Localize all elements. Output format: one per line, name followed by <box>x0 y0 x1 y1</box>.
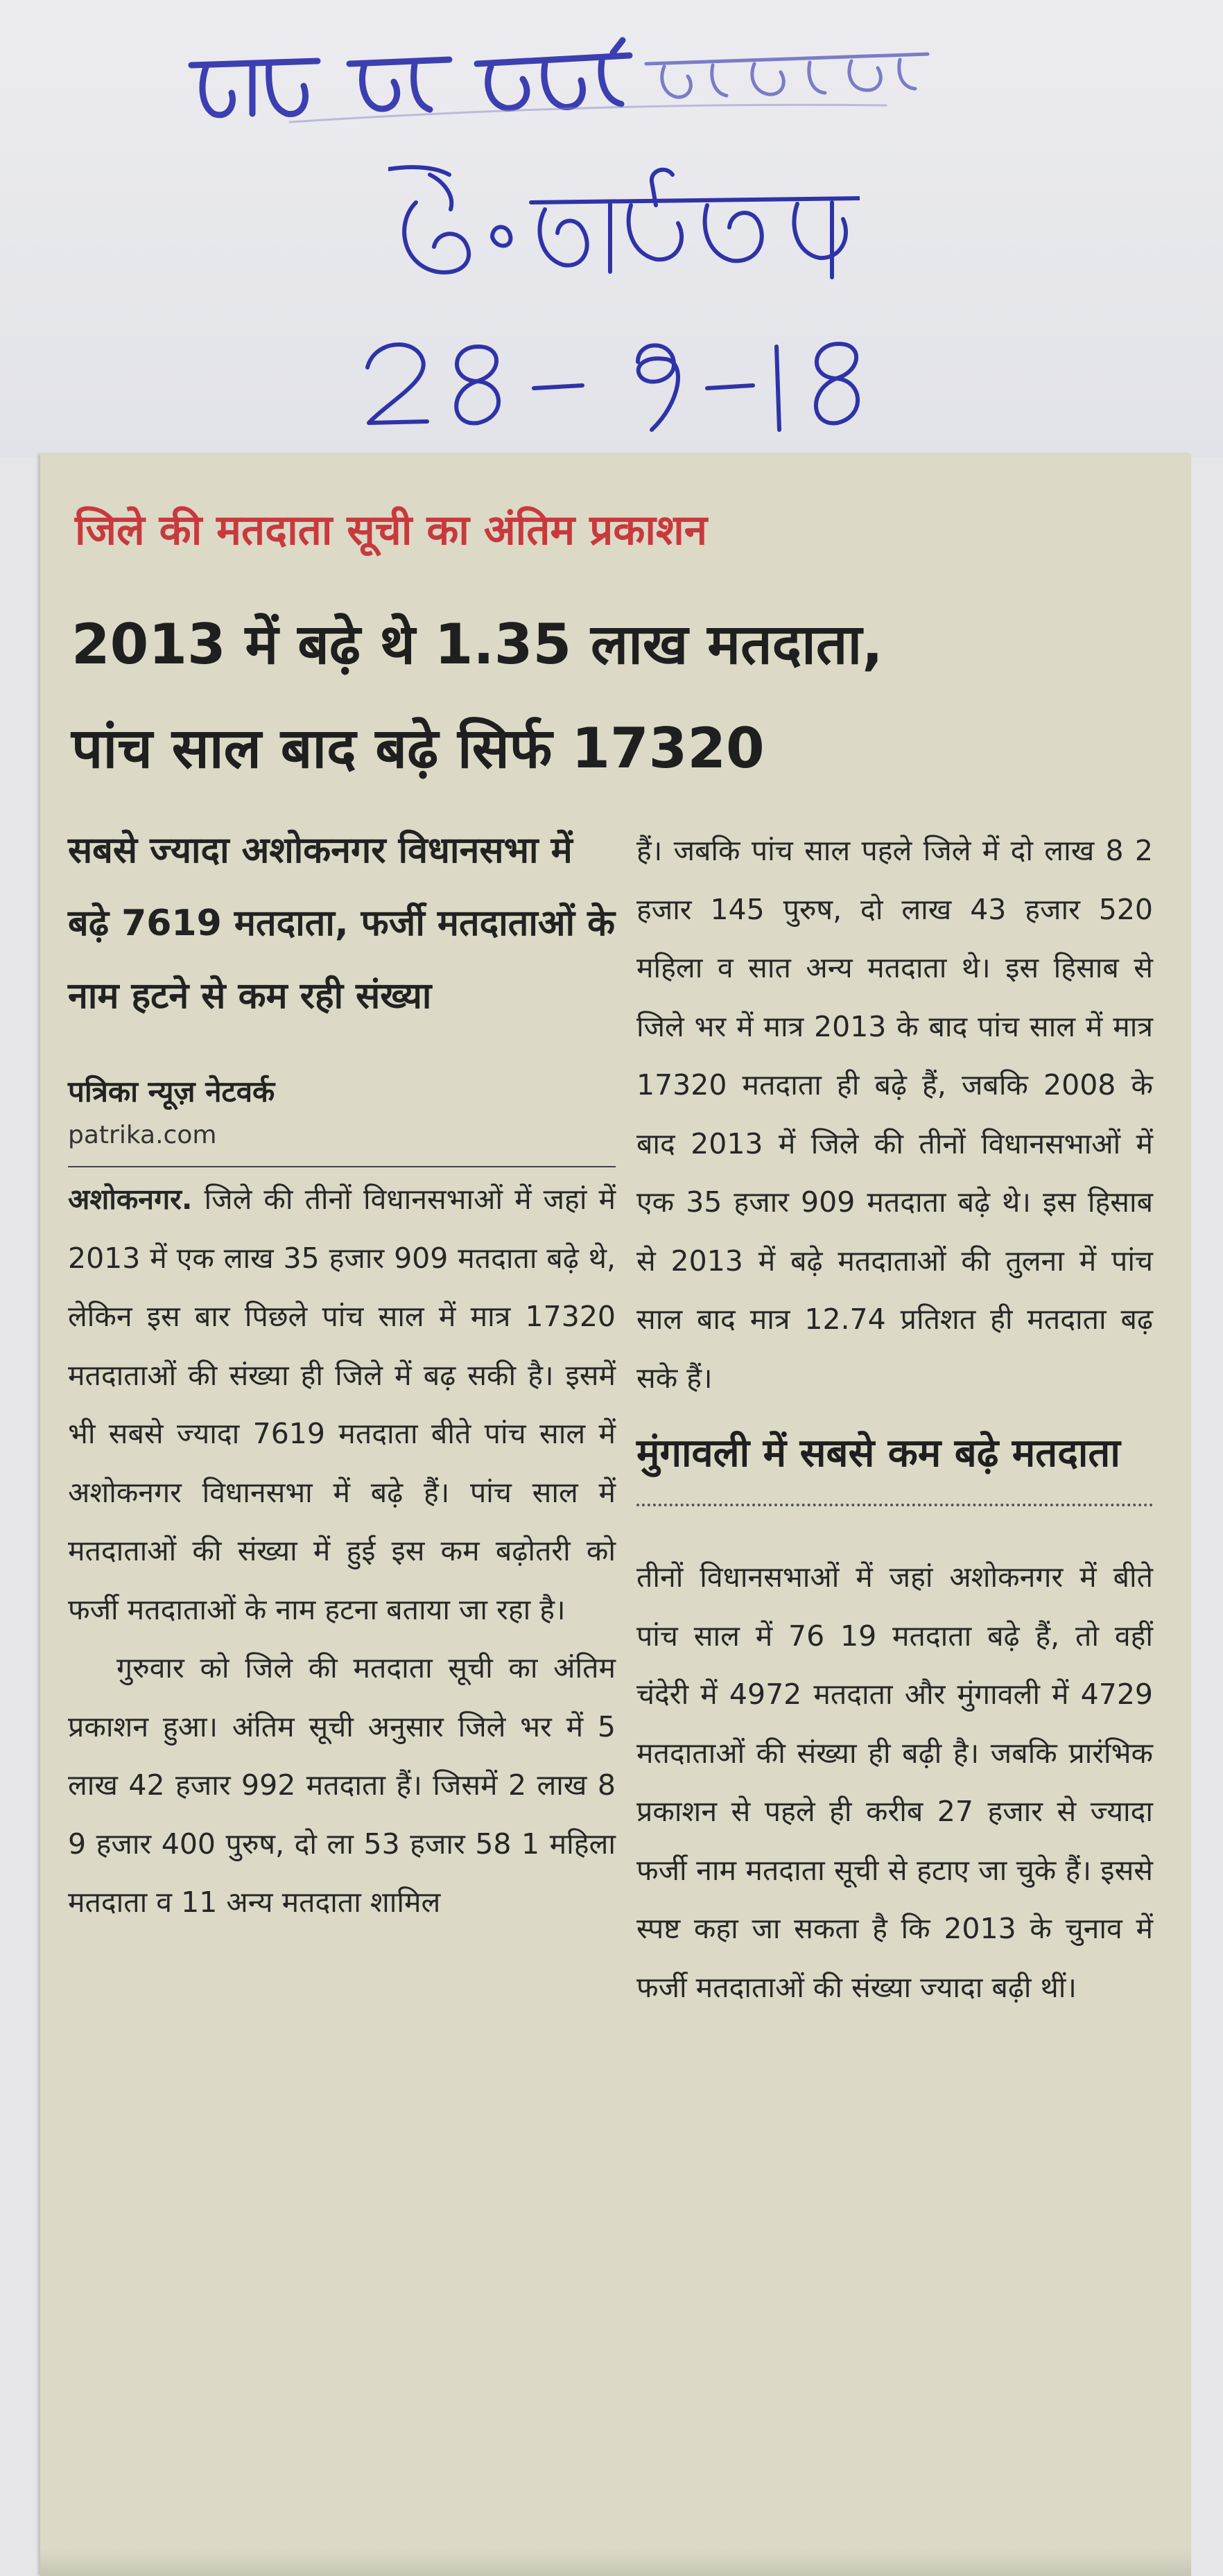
article-left-column <box>68 815 616 1932</box>
paragraph-3: हैं। जबकि पांच साल पहले जिले में दो लाख 8 2 हजार 145 पुरुष, दो लाख 43 हजार 520 महिला व सात अन्य मतदाता थे। इस हिसाब से जिले भर में मात्र 2013 के बाद पांच साल में मात्र 17320 मतदाता ही बढ़े हैं, जबकि 2008 के बाद 2013 में जिले की तीनों विधानसभाओं में एक 35 हजार 909 मतदाता बढ़े थे। इस हिसाब से 2013 में बढ़े मतदाताओं की तुलना में पांच साल बाद मात्र 12.74 प्रतिशत ही मतदाता बढ़ सके हैं। <box>636 834 1153 1395</box>
dateline: अशोकनगर. <box>68 1183 193 1216</box>
paragraph-1-text: जिले की तीनों विधानसभाओं में जहां में 2013 में एक लाख 35 हजार 909 मतदाता बढ़े थे, लेकिन इस बार पिछले पांच साल में मात्र 17320 मतदाताओं की संख्या ही जिले में बढ़ सकी है। इसमें भी सबसे ज्यादा 7619 मतदाता बीते पांच साल में अशोकनगर विधानसभा में बढ़े हैं। पांच साल में मतदाताओं की संख्या में हुई इस कम बढ़ोतरी को फर्जी मतदाताओं के नाम हटना बताया जा रहा है। <box>68 1183 616 1626</box>
source-website: patrika.com <box>68 1121 217 1149</box>
article-subhead: सबसे ज्यादा अशोकनगर विधानसभा में बढ़े 7619 मतदाता, फर्जी मतदाताओं के नाम हटने से कम रही संख्या <box>68 830 616 1017</box>
paragraph-4: तीनों विधानसभाओं में जहां अशोकनगर में बीते पांच साल में 76 19 मतदाता बढ़े हैं, तो वहीं चंदेरी में 4972 मतदाता और मुंगावली में 4729 मतदाताओं की संख्या ही बढ़ी है। जबकि प्रारंभिक प्रकाशन से पहले ही करीब 27 हजार से ज्यादा फर्जी नाम मतदाता सूची से हटाए जा चुके हैं। इससे स्पष्ट कहा जा सकता है कि 2013 के चुनाव में फर्जी मतदाताओं की संख्या ज्यादा बढ़ी थीं। <box>636 1560 1153 2004</box>
paragraph-1 <box>68 1170 616 1639</box>
newspaper-clipping <box>40 454 1191 2576</box>
paragraph-2: गुरुवार को जिले की मतदाता सूची का अंतिम प्रकाशन हुआ। अंतिम सूची अनुसार जिले भर में 5 लाख 42 हजार 992 मतदाता हैं। जिसमें 2 लाख 8 9 हजार 400 पुरुष, दो ला 53 हजार 58 1 महिला मतदाता व 11 अन्य मतदाता शामिल <box>68 1651 616 1919</box>
article-kicker: जिले की मतदाता सूची का अंतिम प्रकाशन <box>75 506 708 555</box>
handwritten-newspaper-name <box>388 161 860 299</box>
paper-bottom-edge <box>40 2548 1191 2576</box>
article-headline <box>71 593 1167 801</box>
headline-line-2: पांच साल बाद बढ़े सिर्फ 17320 <box>71 716 765 781</box>
section-heading: मुंगावली में सबसे कम बढ़े मतदाता <box>636 1431 1120 1476</box>
byline: पत्रिका न्यूज़ नेटवर्क <box>68 1074 275 1108</box>
column-divider <box>68 1166 616 1167</box>
dotted-divider <box>636 1504 1153 1506</box>
headline-line-1: 2013 में बढ़े थे 1.35 लाख मतदाता, <box>71 612 883 677</box>
article-right-column <box>636 821 1153 2017</box>
handwritten-date <box>361 319 887 437</box>
handwritten-office-stamp <box>186 36 935 126</box>
scan-background <box>0 0 1223 458</box>
